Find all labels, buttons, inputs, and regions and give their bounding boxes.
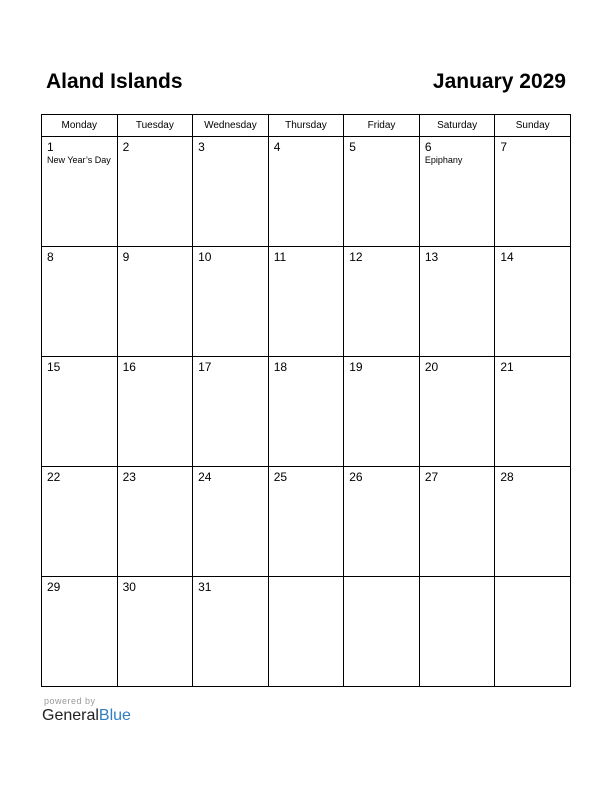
holiday-label bbox=[495, 374, 570, 375]
day-number: 26 bbox=[349, 470, 363, 484]
day-cell bbox=[344, 467, 420, 577]
day-number: 15 bbox=[47, 360, 61, 374]
day-number: 11 bbox=[273, 250, 287, 264]
day-number: 18 bbox=[273, 360, 288, 374]
day-cell bbox=[419, 467, 495, 577]
holiday-label bbox=[420, 264, 495, 265]
holiday-label bbox=[269, 154, 344, 155]
day-cell bbox=[268, 357, 344, 467]
day-cell bbox=[495, 467, 571, 577]
day-cell bbox=[419, 247, 495, 357]
calendar-header bbox=[46, 70, 566, 100]
holiday-label bbox=[495, 154, 570, 155]
week-row bbox=[42, 467, 571, 577]
day-cell bbox=[344, 247, 420, 357]
day-cell bbox=[495, 577, 571, 687]
day-cell bbox=[42, 577, 118, 687]
day-cell bbox=[42, 137, 118, 247]
holiday-label bbox=[193, 374, 268, 375]
holiday-label bbox=[118, 484, 193, 485]
day-cell bbox=[42, 247, 118, 357]
day-cell bbox=[344, 577, 420, 687]
day-cell bbox=[117, 247, 193, 357]
holiday-label bbox=[344, 154, 419, 155]
weekday-header-saturday: Saturday bbox=[419, 115, 495, 137]
day-number: 27 bbox=[424, 470, 439, 484]
holiday-label bbox=[269, 264, 344, 265]
day-number: 14 bbox=[500, 250, 514, 264]
day-number: 22 bbox=[47, 470, 61, 484]
weekday-header-row bbox=[42, 115, 571, 137]
day-cell bbox=[193, 577, 269, 687]
day-cell bbox=[268, 577, 344, 687]
day-cell bbox=[117, 577, 193, 687]
holiday-label bbox=[495, 581, 570, 582]
holiday-label bbox=[42, 594, 117, 595]
week-row bbox=[42, 577, 571, 687]
day-number: 20 bbox=[424, 360, 439, 374]
day-cell bbox=[495, 137, 571, 247]
day-number: 6 bbox=[424, 140, 432, 154]
week-row bbox=[42, 357, 571, 467]
day-cell bbox=[42, 467, 118, 577]
day-number: 23 bbox=[122, 470, 136, 484]
day-cell bbox=[268, 137, 344, 247]
day-number: 29 bbox=[47, 580, 61, 594]
holiday-label bbox=[269, 581, 344, 582]
holiday-label bbox=[193, 154, 268, 155]
holiday-label: Epiphany bbox=[424, 155, 463, 165]
holiday-label bbox=[420, 484, 495, 485]
weekday-header-thursday: Thursday bbox=[268, 115, 344, 137]
holiday-label bbox=[42, 374, 117, 375]
day-cell bbox=[117, 357, 193, 467]
day-cell bbox=[419, 137, 495, 247]
powered-by-label: powered by bbox=[44, 696, 96, 706]
day-cell bbox=[495, 357, 571, 467]
holiday-label bbox=[269, 374, 344, 375]
day-cell bbox=[193, 357, 269, 467]
holiday-label bbox=[420, 581, 495, 582]
day-cell bbox=[193, 137, 269, 247]
holiday-label bbox=[118, 374, 193, 375]
day-number: 7 bbox=[500, 140, 508, 154]
brand-wordmark bbox=[42, 706, 131, 726]
holiday-label bbox=[344, 264, 419, 265]
day-cell bbox=[419, 357, 495, 467]
day-number: 3 bbox=[198, 140, 205, 154]
day-cell bbox=[419, 577, 495, 687]
day-number: 19 bbox=[349, 360, 363, 374]
day-number: 9 bbox=[122, 250, 130, 264]
weekday-header-sunday: Sunday bbox=[495, 115, 571, 137]
day-cell bbox=[117, 137, 193, 247]
day-number: 17 bbox=[198, 360, 212, 374]
day-number: 4 bbox=[273, 140, 281, 154]
day-number: 10 bbox=[198, 250, 212, 264]
brand-general-text: General bbox=[42, 707, 99, 724]
day-number: 5 bbox=[349, 140, 356, 154]
country-name: Aland Islands bbox=[46, 70, 183, 93]
week-row bbox=[42, 137, 571, 247]
day-cell bbox=[344, 357, 420, 467]
day-number: 28 bbox=[500, 470, 514, 484]
holiday-label bbox=[344, 484, 419, 485]
day-number: 25 bbox=[273, 470, 288, 484]
holiday-label bbox=[42, 484, 117, 485]
day-cell bbox=[42, 357, 118, 467]
day-number: 24 bbox=[198, 470, 212, 484]
week-row bbox=[42, 247, 571, 357]
day-number: 31 bbox=[198, 580, 212, 594]
holiday-label bbox=[344, 374, 419, 375]
holiday-label bbox=[193, 264, 268, 265]
day-cell bbox=[495, 247, 571, 357]
holiday-label bbox=[193, 484, 268, 485]
generalblue-logo bbox=[42, 696, 131, 726]
day-cell bbox=[344, 137, 420, 247]
day-number: 1 bbox=[47, 140, 54, 154]
holiday-label bbox=[118, 594, 193, 595]
day-cell bbox=[193, 247, 269, 357]
day-cell bbox=[193, 467, 269, 577]
day-cell bbox=[268, 467, 344, 577]
weekday-header-wednesday: Wednesday bbox=[193, 115, 269, 137]
weekday-header-tuesday: Tuesday bbox=[117, 115, 193, 137]
day-number: 2 bbox=[122, 140, 130, 154]
day-number: 30 bbox=[122, 580, 136, 594]
day-number: 8 bbox=[47, 250, 54, 264]
holiday-label bbox=[269, 484, 344, 485]
day-cell bbox=[117, 467, 193, 577]
day-number: 13 bbox=[424, 250, 439, 264]
day-number: 21 bbox=[500, 360, 514, 374]
calendar-grid bbox=[41, 114, 571, 687]
holiday-label bbox=[193, 594, 268, 595]
day-number: 12 bbox=[349, 250, 363, 264]
holiday-label bbox=[420, 374, 495, 375]
weekday-header-friday: Friday bbox=[344, 115, 420, 137]
month-title: January 2029 bbox=[432, 70, 566, 93]
brand-blue-text: Blue bbox=[98, 707, 131, 724]
holiday-label bbox=[344, 581, 419, 582]
holiday-label bbox=[42, 264, 117, 265]
weekday-header-monday: Monday bbox=[42, 115, 118, 137]
day-number: 16 bbox=[122, 360, 136, 374]
holiday-label bbox=[495, 484, 570, 485]
holiday-label bbox=[118, 154, 193, 155]
day-cell bbox=[268, 247, 344, 357]
holiday-label bbox=[118, 264, 193, 265]
holiday-label bbox=[495, 264, 570, 265]
holiday-label: New Year’s Day bbox=[47, 155, 111, 165]
